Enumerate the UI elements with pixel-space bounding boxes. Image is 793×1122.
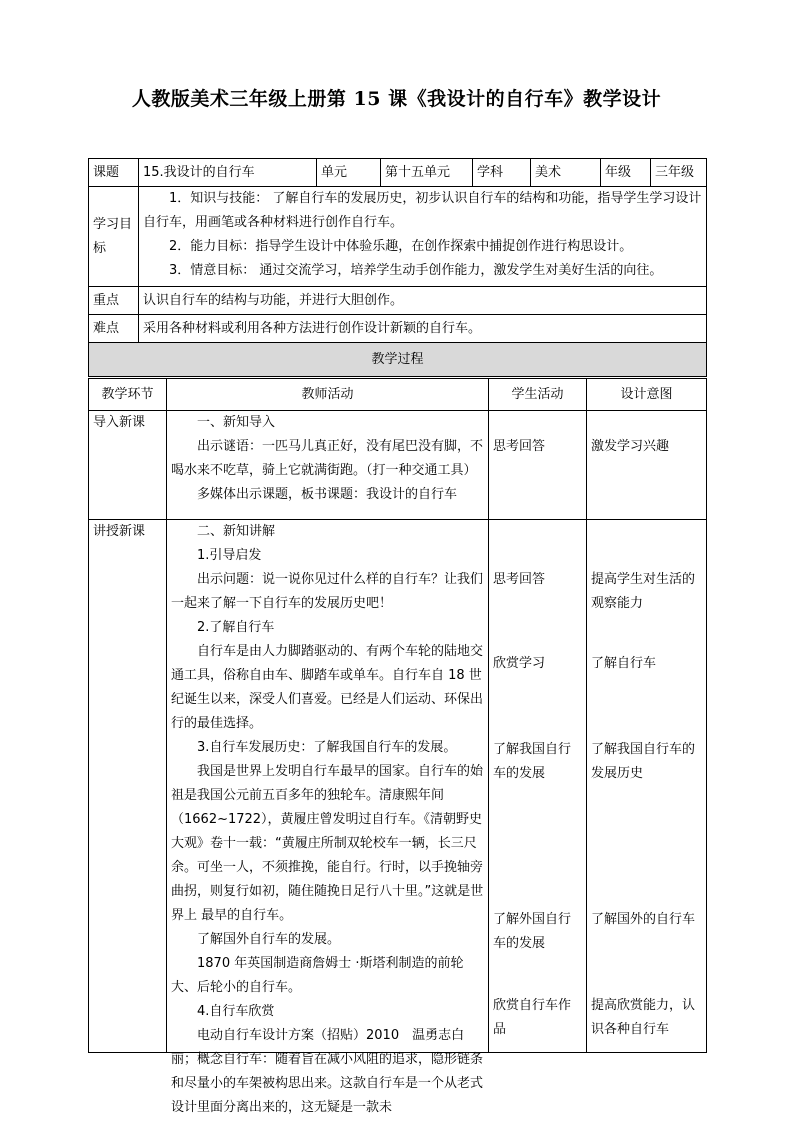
teacher-paragraph: 电动自行车设计方案（招贴）2010 温勇志白丽；概念自行车：随着旨在减小风阻的追求，隐形链条和尽量小的车架被构思出来。这款自行车是一个从老式设计里面分离出来的，这无疑是一款未 [171, 1028, 484, 1115]
teacher-paragraph: 1870 年英国制造商詹姆士 ·斯塔利制造的前轮大、后轮小的自行车。 [171, 956, 464, 995]
column-header: 教师活动 [167, 379, 489, 411]
key-point-text: 认识自行车的结构与功能，并进行大胆创作。 [139, 287, 707, 315]
design-intent-item: 提高欣赏能力，认识各种自行车 [591, 998, 696, 1037]
column-header: 设计意图 [587, 379, 707, 411]
teacher-paragraph: 一、新知导入 [197, 415, 276, 430]
design-intent-item: 了解我国自行车的发展历史 [591, 742, 696, 781]
lecture-design-intent [587, 520, 707, 1053]
process-header: 教学过程 [89, 343, 707, 377]
design-intent-item: 了解自行车 [591, 656, 657, 671]
subject-value: 美术 [531, 159, 601, 187]
process-table [88, 378, 707, 1115]
student-activity-item: 了解外国自行车的发展 [493, 912, 572, 951]
intro-student-activity: 思考回答 [489, 411, 587, 520]
unit-value: 第十五单元 [381, 159, 473, 187]
grade-value: 三年级 [651, 159, 707, 187]
teacher-paragraph: 出示谜语：一匹马儿真正好，没有尾巴没有脚，不喝水来不吃草，骑上它就满街跑。（打一种交通工具） [171, 439, 484, 478]
key-point-label: 重点 [89, 287, 139, 315]
grade-label: 年级 [601, 159, 651, 187]
design-intent-item: 了解国外的自行车 [591, 912, 696, 927]
teacher-paragraph: 自行车是由人力脚踏驱动的、有两个车轮的陆地交通工具，俗称自由车、脚踏车或单车。自行车自 18 世纪诞生以来，深受人们喜爱。已经是人们运动、环保出行的最佳选择。 [171, 644, 484, 731]
difficulty-text: 采用各种材料或利用各种方法进行创作设计新颖的自行车。 [139, 315, 707, 343]
teacher-paragraph: 4.自行车欣赏 [197, 1004, 275, 1019]
objective-item: 3．情意目标： 通过交流学习，培养学生动手创作能力，激发学生对美好生活的向往。 [169, 263, 663, 278]
stage-lecture: 讲授新课 [89, 520, 167, 1053]
column-header: 教学环节 [89, 379, 167, 411]
info-table [88, 158, 707, 377]
teacher-paragraph: 2.了解自行车 [197, 620, 275, 635]
course-value: 15.我设计的自行车 [139, 159, 317, 187]
teacher-paragraph: 了解国外自行车的发展。 [197, 932, 341, 947]
difficulty-label: 难点 [89, 315, 139, 343]
intro-design-intent: 激发学习兴趣 [587, 411, 707, 520]
objective-item: 1．知识与技能： 了解自行车的发展历史，初步认识自行车的结构和功能，指导学生学习设计自行车，用画笔或各种材料进行创作自行车。 [143, 191, 702, 230]
objective-item: 2．能力目标：指导学生设计中体验乐趣，在创作探索中捕捉创作进行构思设计。 [169, 239, 633, 254]
subject-label: 学科 [473, 159, 531, 187]
student-activity-item: 欣赏学习 [493, 656, 546, 671]
teacher-paragraph: 二、新知讲解 [197, 524, 276, 539]
student-activity-item: 欣赏自行车作品 [493, 998, 572, 1037]
document-title: 人教版美术三年级上册第 15 课《我设计的自行车》教学设计 [131, 88, 662, 110]
teacher-paragraph: 3.自行车发展历史：了解我国自行车的发展。 [197, 740, 457, 755]
course-label: 课题 [89, 159, 139, 187]
column-header: 学生活动 [489, 379, 587, 411]
student-activity-item: 了解我国自行车的发展 [493, 742, 572, 781]
design-intent-item: 提高学生对生活的观察能力 [591, 572, 696, 611]
student-activity-item: 思考回答 [493, 572, 546, 587]
teacher-paragraph: 我国是世界上发明自行车最早的国家。自行车的始祖是我国公元前五百多年的独轮车。清康熙年间（1662~1722），黄履庄曾发明过自行车。《清朝野史大观》卷十一载：“黄履庄所制双轮校车一辆，长三尺余。可坐一人，不须推挽，能自行。行时，以手挽轴旁曲拐，则复行如初，随住随挽日足行八十里。”这就是世界上 最早的自行车。 [171, 764, 484, 923]
objectives-label: 学习目标 [89, 187, 139, 287]
stage-intro: 导入新课 [89, 411, 167, 520]
unit-label: 单元 [317, 159, 381, 187]
teacher-paragraph: 多媒体出示课题，板书课题：我设计的自行车 [197, 487, 458, 502]
intro-teacher-activity [167, 411, 489, 520]
objectives-content [139, 187, 707, 287]
lecture-teacher-activity [167, 520, 489, 1115]
teacher-paragraph: 1.引导启发 [197, 548, 262, 563]
lecture-student-activity [489, 520, 587, 1053]
teacher-paragraph: 出示问题：说一说你见过什么样的自行车？让我们一起来了解一下自行车的发展历史吧！ [171, 572, 484, 611]
